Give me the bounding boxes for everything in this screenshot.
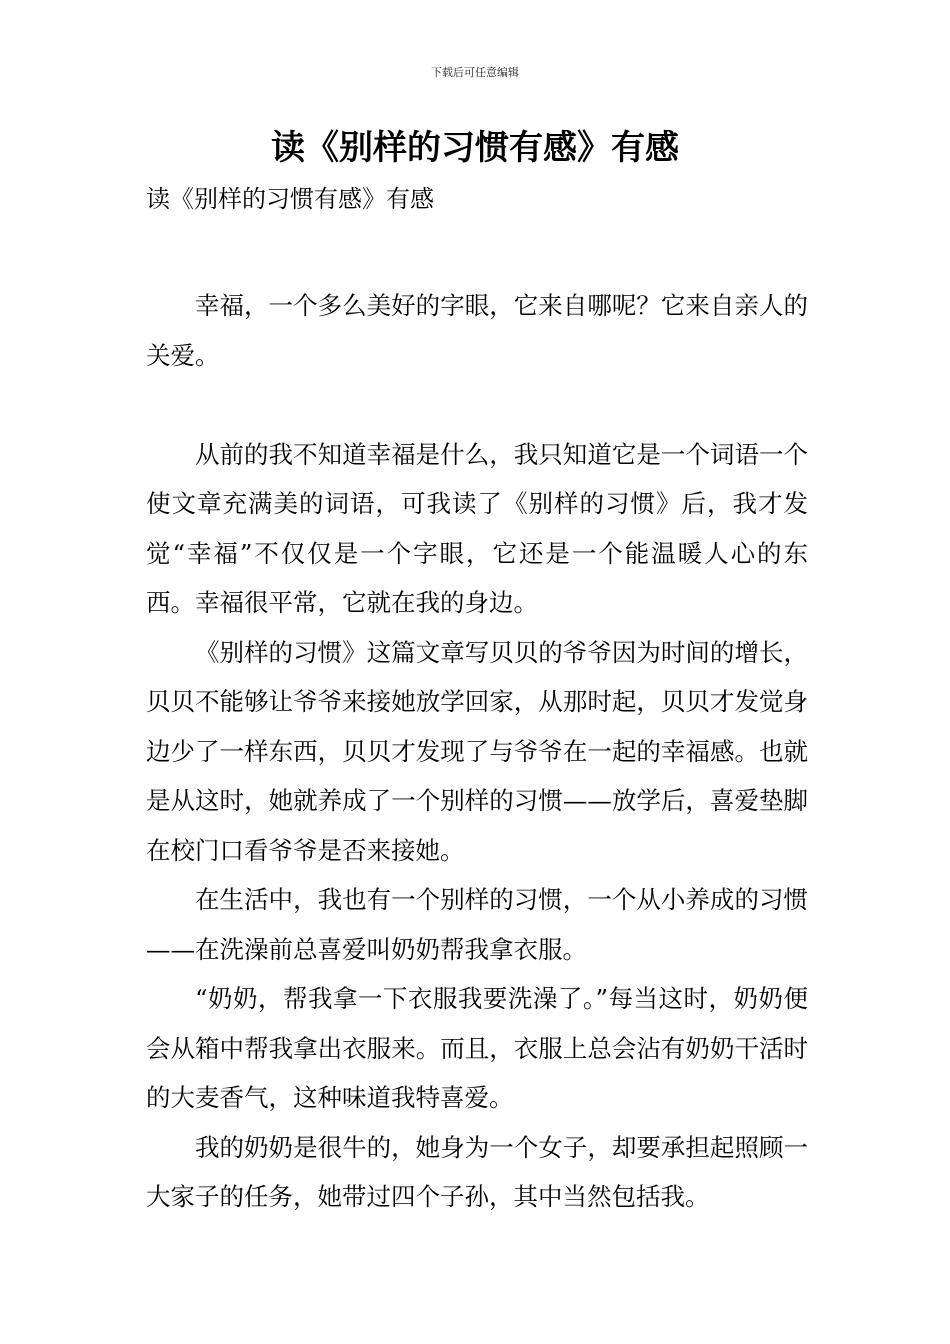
paragraph-1: 幸福，一个多么美好的字眼，它来自哪呢？它来自亲人的关爱。 [146, 291, 808, 370]
paragraph-3: 《别样的习惯》这篇文章写贝贝的爷爷因为时间的增长，贝贝不能够让爷爷来接她放学回家，从那时起，贝贝才发觉身边少了一样东西，贝贝才发现了与爷爷在一起的幸福感。也就是从这时，她就养成了一个别样的习惯——放学后，喜爱垫脚在校门口看爷爷是否来接她。 [146, 637, 808, 865]
paragraph-4: 在生活中，我也有一个别样的习惯，一个从小养成的习惯——在洗澡前总喜爱叫奶奶帮我拿衣服。 [146, 885, 808, 964]
paragraph-6: 我的奶奶是很牛的，她身为一个女子，却要承担起照顾一大家子的任务，她带过四个子孙，其中当然包括我。 [146, 1132, 808, 1211]
document-title: 读《别样的习惯有感》有感 [271, 128, 679, 168]
paragraph-2: 从前的我不知道幸福是什么，我只知道它是一个词语一个使文章充满美的词语，可我读了《别样的习惯》后，我才发觉“幸福”不仅仅是一个字眼，它还是一个能温暖人心的东西。幸福很平常，它就在我的身边。 [146, 439, 808, 617]
document-body [146, 281, 808, 1222]
page-header-note: 下载后可任意编辑 [431, 66, 519, 79]
paragraph-5: “奶奶，帮我拿一下衣服我要洗澡了。”每当这时，奶奶便会从箱中帮我拿出衣服来。而且，衣服上总会沾有奶奶干活时的大麦香气，这种味道我特喜爱。 [146, 984, 808, 1112]
document-subtitle: 读《别样的习惯有感》有感 [146, 185, 434, 213]
